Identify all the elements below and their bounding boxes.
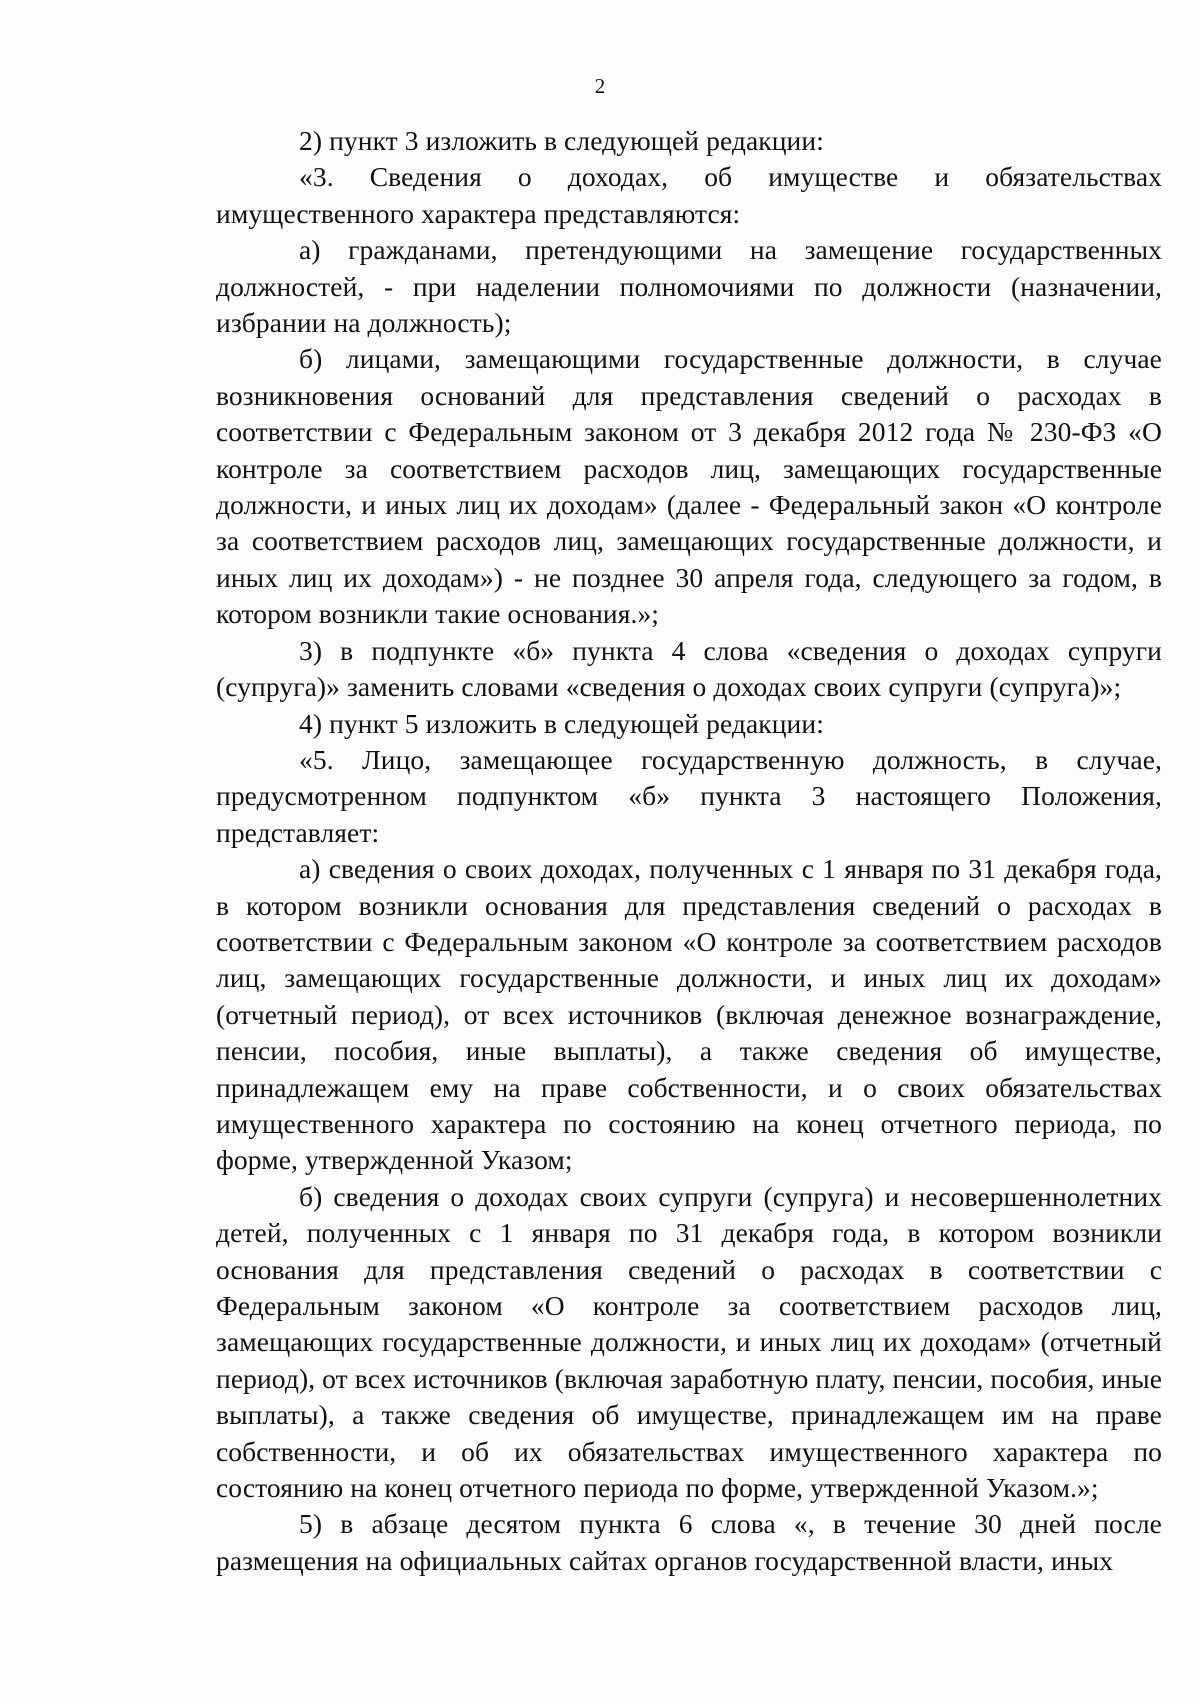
paragraph-item-5: 5) в абзаце десятом пункта 6 слова «, в течение 30 дней после размещения на официальных сайтах органов государственной власти, иных xyxy=(216,1508,1162,1576)
paragraph-point-5-b: б) сведения о доходах своих супруги (супруга) и несовершеннолетних детей, полученных с 1 января по 31 декабря года, в котором возникли основания для представления сведений о расходах в соответствии с Федеральным законом «О контроле за соответствием расходов лиц, замещающих государственные должности, и иных лиц их доходам» (отчетный период), от всех источников (включая заработную плату, пенсии, пособия, иные выплаты), а также сведения об имуществе, принадлежащем им на праве собственности, и об их обязательствах имущественного характера по состоянию на конец отчетного периода по форме, утвержденной Указом.»; xyxy=(216,1180,1162,1504)
paragraph-item-2: 2) пункт 3 изложить в следующей редакции: xyxy=(299,125,824,156)
paragraph-point-5-a: а) сведения о своих доходах, полученных с 1 января по 31 декабря года, в котором возникли основания для представления сведений о расходах в соответствии с Федеральным законом «О контроле за соответствием расходов лиц, замещающих государственные должности, и иных лиц их доходам» (отчетный период), от всех источников (включая денежное вознаграждение, пенсии, пособия, иные выплаты), а также сведения об имуществе, принадлежащем ему на праве собственности, и о своих обязательствах имущественного характера по состоянию на конец отчетного периода, по форме, утвержденной Указом; xyxy=(216,853,1162,1176)
paragraph-point-3-intro: «3. Сведения о доходах, об имуществе и обязательствах имущественного характера представляются: xyxy=(216,161,1162,229)
paragraph-item-3: 3) в подпункте «б» пункта 4 слова «сведения о доходах супруги (супруга)» заменить словами «сведения о доходах своих супруги (супруга)»; xyxy=(216,634,1162,703)
document-body xyxy=(216,123,1162,1579)
paragraph-item-4: 4) пункт 5 изложить в следующей редакции: xyxy=(299,707,824,739)
paragraph-point-5-intro: «5. Лицо, замещающее государственную должность, в случае, предусмотренном подпунктом «б» пункта 3 настоящего Положения, представляет: xyxy=(216,743,1162,848)
page-number: 2 xyxy=(594,74,606,98)
paragraph-point-3-a: а) гражданами, претендующими на замещение государственных должностей, - при наделении полномочиями по должности (назначении, избрании на должность); xyxy=(216,234,1162,339)
paragraph-point-3-b: б) лицами, замещающими государственные должности, в случае возникновения оснований для представления сведений о расходах в соответствии с Федеральным законом от 3 декабря 2012 года № 230-ФЗ «О контроле за соответствием расходов лиц, замещающих государственные должности, и иных лиц их доходам» (далее - Федеральный закон «О контроле за соответствием расходов лиц, замещающих государственные должности, и иных лиц их доходам») - не позднее 30 апреля года, следующего за годом, в котором возникли такие основания.»; xyxy=(216,343,1162,630)
